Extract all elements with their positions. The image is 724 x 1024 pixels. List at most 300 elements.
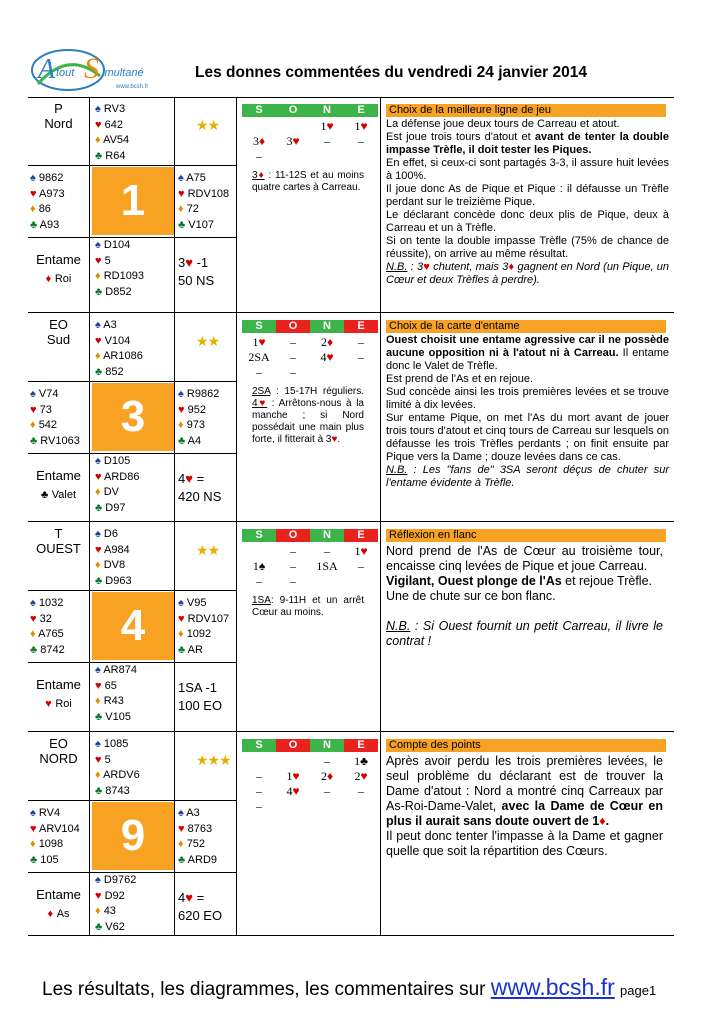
entame: Entame ♣ Valet — [36, 468, 81, 501]
hand-line: ♦ R43 — [95, 695, 124, 707]
hand-line: ♠ RV4 — [30, 807, 61, 819]
suit-icon: ♦ — [95, 270, 101, 282]
bid-row — [242, 769, 378, 784]
bid-cell: 2SA — [248, 350, 270, 364]
bid-cell: 1♥ — [354, 544, 368, 558]
suit-icon: ♦ — [30, 203, 36, 215]
lead-suit-icon: ♣ — [40, 489, 49, 501]
bid-cell: 4♥ — [320, 350, 334, 364]
hand-line: ♣ D852 — [95, 285, 132, 298]
comment-nb: N.B. : Les "fans de" 3SA seront déçus de chuter sur l'entame évidente à Trèfle. — [386, 464, 669, 489]
suit-icon: ♦ — [95, 559, 101, 571]
suit-icon: ♦ — [178, 419, 184, 431]
comment-title: Réflexion en flanc — [386, 529, 666, 542]
hand-line: ♦ DV8 — [95, 559, 126, 571]
hand-west — [30, 387, 80, 449]
hand-line: ♣ 852 — [95, 365, 124, 378]
hand-west — [30, 171, 65, 233]
bid-cell: – — [358, 134, 364, 148]
comment-title: Choix de la meilleure ligne de jeu — [386, 104, 666, 117]
grid-line — [28, 800, 236, 801]
hand-line: ♠ R9862 — [178, 388, 220, 400]
bid-header-cell: E — [344, 320, 378, 333]
bid-cell: 2♦ — [320, 769, 334, 783]
hand-line: ♦ RD1093 — [95, 270, 145, 282]
bid-cell: 1♠ — [252, 559, 266, 573]
suit-icon: ♦ — [95, 905, 101, 917]
bid-cell — [310, 365, 344, 380]
suit-icon: ♠ — [95, 455, 101, 467]
bid-cell: 2♥ — [354, 769, 368, 783]
bid-cell: – — [256, 784, 262, 798]
hand-line: ♦ AR1086 — [95, 350, 143, 362]
hand-line: ♥ RDV108 — [178, 187, 230, 200]
footer-link[interactable]: www.bcsh.fr — [490, 974, 615, 1000]
hand-east — [178, 596, 229, 658]
suit-icon: ♠ — [30, 172, 36, 184]
hand-north — [95, 318, 143, 380]
hand-line: ♣ 8742 — [30, 643, 65, 656]
svg-text:imultané: imultané — [102, 67, 144, 79]
suit-icon: ♣ — [30, 434, 38, 447]
hand-line: ♥ 5 — [95, 753, 111, 766]
hand-line: ♠ V95 — [178, 597, 207, 609]
bid-cell: 1♣ — [354, 754, 368, 768]
comment-paragraph: Sud concède ainsi les trois premières levées et se trouve limité à dix levées. — [386, 386, 669, 411]
suit-icon: ♣ — [95, 920, 103, 933]
hand-line: ♥ D92 — [95, 889, 125, 902]
bid-cell — [344, 574, 378, 589]
bid-cell: – — [290, 574, 296, 588]
hand-line: ♣ D97 — [95, 501, 126, 514]
hand-north — [95, 102, 129, 164]
hand-line: ♦ ARDV6 — [95, 769, 140, 781]
grid-line — [236, 732, 237, 936]
comment-paragraph: Est joue trois tours d'atout et avant de tenter la double impasse Trèfle, il doit tester les Piques. — [386, 131, 669, 156]
suit-icon: ♠ — [95, 874, 101, 886]
page-title: Les donnes commentées du vendredi 24 janvier 2014 — [195, 64, 587, 81]
suit-icon: ♠ — [95, 664, 101, 676]
suit-icon: ♣ — [95, 574, 103, 587]
grid-line — [236, 313, 237, 522]
bid-row — [242, 799, 378, 814]
bid-header-cell: N — [310, 739, 344, 752]
grid-line — [380, 732, 381, 936]
bid-header-cell: N — [310, 320, 344, 333]
grid-line — [28, 165, 236, 166]
grid-line — [236, 522, 237, 732]
grid-line — [174, 522, 175, 732]
bid-cell: – — [290, 544, 296, 558]
grid-line — [380, 522, 381, 732]
bid-cell: – — [290, 335, 296, 349]
suit-icon: ♠ — [95, 738, 101, 750]
bid-cell — [276, 119, 310, 134]
comment-paragraph: Le déclarant concède donc deux plis de Pique, deux à Carreau et un à Trèfle. — [386, 209, 669, 234]
bid-row — [242, 559, 378, 574]
hand-line: ♦ 973 — [178, 419, 206, 431]
deal-block — [28, 313, 674, 522]
hand-line: ♦ AV54 — [95, 134, 130, 146]
bid-header-cell: E — [344, 104, 378, 117]
hand-line: ♥ 32 — [30, 612, 52, 625]
hand-line: ♠ 1032 — [30, 597, 64, 609]
comment-nb: N.B. : Si Ouest fournit un petit Carreau, il livre le contrat ! — [386, 619, 663, 648]
bid-row — [242, 350, 378, 365]
bid-cell: 2♦ — [320, 335, 334, 349]
bid-header-cell: S — [242, 529, 276, 542]
suit-icon: ♣ — [30, 218, 38, 231]
comment-paragraph: Vigilant, Ouest plonge de l'As et rejoue Trèfle. — [386, 574, 653, 588]
hand-east — [178, 806, 217, 868]
bid-cell — [276, 149, 310, 164]
lead-suit-icon: ♥ — [45, 698, 52, 710]
bid-header-cell: S — [242, 104, 276, 117]
bid-cell: – — [324, 754, 330, 768]
hand-line: ♥ 952 — [178, 403, 206, 416]
hand-line: ♣ 105 — [30, 853, 59, 866]
dealer-vuln: EO NORD — [39, 736, 78, 766]
bidding-note: 2SA : 15-17H réguliers. 4♥ : Arrêtons-nous à la manche ; si Nord possédait une main plus forte, il fitterait à 3♥. — [252, 386, 364, 445]
footer — [42, 974, 656, 1001]
bid-cell: – — [290, 365, 296, 379]
hand-line: ♣ D963 — [95, 574, 132, 587]
suit-icon: ♦ — [95, 769, 101, 781]
suit-icon: ♥ — [30, 822, 37, 835]
suit-icon: ♥ — [95, 470, 102, 483]
suit-icon: ♣ — [95, 784, 103, 797]
comment-paragraph: Nord prend de l'As de Cœur au troisième tour, encaisse cinq levées de Pique et joue Carreau. — [386, 544, 663, 573]
suit-icon: ♥ — [95, 679, 102, 692]
hand-line: ♦ 752 — [178, 838, 206, 850]
suit-icon: ♥ — [178, 612, 185, 625]
suit-icon: ♥ — [95, 543, 102, 556]
suit-icon: ♣ — [30, 853, 38, 866]
suit-icon: ♥ — [95, 334, 102, 347]
difficulty-stars: ★★★ — [196, 752, 231, 768]
bid-cell: – — [256, 574, 262, 588]
suit-icon: ♦ — [95, 486, 101, 498]
comment-paragraph: Il joue donc As de Pique et Pique : il défausse un Trèfle perdant sur le treizième Pique. — [386, 183, 669, 208]
hand-west — [30, 806, 80, 868]
deal-number: 1 — [92, 167, 174, 235]
lead-suit-icon: ♦ — [47, 908, 54, 920]
bid-row — [242, 544, 378, 559]
suit-icon: ♦ — [95, 695, 101, 707]
bid-cell — [242, 754, 276, 769]
hand-line: ♣ RV1063 — [30, 434, 80, 447]
hand-line: ♥ A973 — [30, 187, 65, 200]
bid-header-cell: O — [276, 320, 310, 333]
bid-cell — [276, 799, 310, 814]
bidding-sequence — [242, 544, 378, 589]
bid-cell — [242, 544, 276, 559]
comment-body — [386, 334, 669, 490]
comment-paragraph: Il peut donc tenter l'impasse à la Dame et gagner quelle que soit la répartition des Cœurs. — [386, 829, 663, 858]
comment-paragraph: Une de chute sur ce bon flanc. — [386, 589, 556, 603]
bid-header-cell: S — [242, 320, 276, 333]
hand-line: ♦ 542 — [30, 419, 58, 431]
hand-line: ♣ V105 — [95, 710, 131, 723]
grid-line — [174, 732, 175, 936]
bidding-sequence — [242, 119, 378, 164]
bid-cell: – — [358, 784, 364, 798]
bid-cell — [310, 799, 344, 814]
bid-cell: 3♥ — [286, 134, 300, 148]
suit-icon: ♠ — [178, 597, 184, 609]
hand-line: ♥ ARV104 — [30, 822, 80, 835]
suit-icon: ♦ — [30, 838, 36, 850]
bid-cell: 1SA — [316, 559, 338, 573]
svg-text:tout: tout — [56, 67, 75, 79]
hand-line: ♦ 1092 — [178, 628, 212, 640]
suit-icon: ♥ — [30, 187, 37, 200]
hand-line: ♠ A3 — [95, 319, 117, 331]
suit-icon: ♦ — [95, 350, 101, 362]
hand-line: ♣ R64 — [95, 149, 126, 162]
bid-cell: – — [358, 335, 364, 349]
hand-line: ♣ 8743 — [95, 784, 130, 797]
hand-line: ♠ D6 — [95, 528, 118, 540]
bidding-note: 1SA: 9-11H et un arrêt Cœur au moins. — [252, 595, 364, 618]
deal-number: 4 — [92, 592, 174, 660]
hand-line: ♦ 86 — [30, 203, 51, 215]
suit-icon: ♦ — [178, 628, 184, 640]
deal-block — [28, 732, 674, 936]
bidding-note: 3♦ : 11-12S et au moins quatre cartes à Carreau. — [252, 170, 364, 193]
bid-row — [242, 335, 378, 350]
suit-icon: ♣ — [95, 501, 103, 514]
grid-line — [380, 313, 381, 522]
bid-cell: – — [256, 365, 262, 379]
suit-icon: ♥ — [95, 118, 102, 131]
hand-line: ♦ A765 — [30, 628, 64, 640]
deal-block — [28, 97, 674, 313]
page-number: page1 — [620, 983, 657, 998]
hand-line: ♠ D9762 — [95, 874, 137, 886]
deal-number: 9 — [92, 802, 174, 870]
hand-line: ♣ V62 — [95, 920, 125, 933]
bid-cell: – — [290, 559, 296, 573]
bid-cell: – — [324, 544, 330, 558]
comment-paragraph: La défense joue deux tours de Carreau et atout. — [386, 118, 620, 130]
bidding-header — [242, 529, 378, 542]
bid-header-cell: N — [310, 529, 344, 542]
bid-cell — [276, 754, 310, 769]
bid-cell: – — [290, 350, 296, 364]
hand-line: ♥ 73 — [30, 403, 52, 416]
bid-row — [242, 149, 378, 164]
hand-line: ♦ 43 — [95, 905, 116, 917]
suit-icon: ♦ — [30, 419, 36, 431]
grid-line — [89, 732, 90, 936]
hand-line: ♠ 9862 — [30, 172, 64, 184]
hand-line: ♣ ARD9 — [178, 853, 218, 866]
bid-cell: 3♦ — [252, 134, 266, 148]
hand-line: ♠ D105 — [95, 455, 131, 467]
deal-number: 3 — [92, 383, 174, 451]
hand-line: ♥ 65 — [95, 679, 117, 692]
bid-row — [242, 754, 378, 769]
bid-cell — [344, 365, 378, 380]
lead-suit-icon: ♦ — [45, 273, 52, 285]
suit-icon: ♥ — [178, 187, 185, 200]
comment-body — [386, 754, 663, 859]
bid-cell — [310, 574, 344, 589]
hand-line: ♥ 8763 — [178, 822, 213, 835]
hand-line: ♦ 72 — [178, 203, 199, 215]
bid-cell: – — [256, 769, 262, 783]
bid-row — [242, 365, 378, 380]
suit-icon: ♣ — [178, 434, 186, 447]
hand-line: ♠ AR874 — [95, 664, 137, 676]
hand-line: ♥ V104 — [95, 334, 131, 347]
suit-icon: ♣ — [178, 853, 186, 866]
page-header — [20, 38, 710, 98]
hand-east — [178, 171, 229, 233]
hand-east — [178, 387, 219, 449]
bid-cell: 1♥ — [354, 119, 368, 133]
suit-icon: ♥ — [95, 889, 102, 902]
contract: 4♥ = — [178, 890, 205, 905]
footer-text: Les résultats, les diagrammes, les commentaires sur — [42, 979, 486, 1000]
hand-line: ♥ A984 — [95, 543, 130, 556]
entame: Entame ♦ As — [36, 887, 81, 920]
bidding-sequence — [242, 754, 378, 814]
bid-header-cell: O — [276, 104, 310, 117]
grid-line — [174, 97, 175, 313]
bid-cell: – — [324, 134, 330, 148]
bid-row — [242, 784, 378, 799]
result: 3♥ -1 50 NS — [178, 255, 215, 288]
result: 1SA -1 100 EO — [178, 680, 223, 713]
comment-title: Compte des points — [386, 739, 666, 752]
bid-cell: – — [256, 149, 262, 163]
bid-cell: 4♥ — [286, 784, 300, 798]
suit-icon: ♥ — [30, 403, 37, 416]
deal-block — [28, 522, 674, 732]
comment-paragraph: Sur entame Pique, on met l'As du mort avant de jouer trois tours d'atout et cinq tours de Carreau sur lesquels on défausse les trois Trèfles perdants ; on finit ensuite par Pique vers la Dame ; douze levées dans ce cas. — [386, 412, 669, 463]
grid-line — [28, 590, 236, 591]
suit-icon: ♠ — [178, 172, 184, 184]
bid-cell — [310, 149, 344, 164]
bid-header-cell: E — [344, 739, 378, 752]
hand-south — [95, 663, 137, 725]
hand-line: ♦ DV — [95, 486, 119, 498]
suit-icon: ♣ — [178, 218, 186, 231]
suit-icon: ♠ — [30, 597, 36, 609]
difficulty-stars: ★★ — [196, 542, 220, 558]
suit-icon: ♠ — [30, 807, 36, 819]
suit-icon: ♦ — [30, 628, 36, 640]
bid-cell: 1♥ — [286, 769, 300, 783]
suit-icon: ♣ — [95, 285, 103, 298]
hand-north — [95, 527, 132, 589]
bid-header-cell: E — [344, 529, 378, 542]
suit-icon: ♥ — [95, 254, 102, 267]
suit-icon: ♠ — [95, 319, 101, 331]
hand-line: ♦ 1098 — [30, 838, 64, 850]
suit-icon: ♠ — [30, 388, 36, 400]
bid-row — [242, 119, 378, 134]
suit-icon: ♣ — [95, 365, 103, 378]
bidding-sequence — [242, 335, 378, 380]
bid-cell — [344, 149, 378, 164]
comment-paragraph: Après avoir perdu les trois premières levées, le seul problème du déclarant est de trouver la Dame d'atout : Nord a montré cinq Carreaux par As-Roi-Dame-Valet, avec la Dame de Cœur en plus il aurait sans doute ouvert de 1♦. — [386, 754, 663, 828]
difficulty-stars: ★★ — [196, 117, 220, 133]
hand-south — [95, 454, 139, 516]
bidding-header — [242, 739, 378, 752]
contract: 1SA -1 — [178, 680, 218, 695]
suit-icon: ♦ — [178, 838, 184, 850]
hand-line: ♣ A93 — [30, 218, 60, 231]
hand-line: ♥ ARD86 — [95, 470, 140, 483]
dealer-vuln: T OUEST — [36, 526, 81, 556]
grid-line — [89, 313, 90, 522]
hand-line: ♥ 642 — [95, 118, 123, 131]
hand-north — [95, 737, 140, 799]
bid-cell — [242, 119, 276, 134]
grid-line — [236, 97, 237, 313]
grid-line — [380, 97, 381, 313]
hand-line: ♠ 1085 — [95, 738, 129, 750]
bid-cell: – — [256, 799, 262, 813]
dealer-vuln: P Nord — [44, 101, 73, 131]
bid-cell: – — [324, 784, 330, 798]
suit-icon: ♦ — [178, 203, 184, 215]
bid-header-cell: O — [276, 739, 310, 752]
dealer-vuln: EO Sud — [46, 317, 71, 347]
comment-nb: N.B. : 3♥ chutent, mais 3♦ gagnent en Nord (un Pique, un Cœur et deux Trèfles à perdre). — [386, 261, 669, 286]
comment-body — [386, 118, 669, 287]
grid-line — [174, 313, 175, 522]
atout-simultane-logo — [28, 40, 168, 96]
difficulty-stars: ★★ — [196, 333, 220, 349]
bid-header-cell: S — [242, 739, 276, 752]
suit-icon: ♥ — [178, 822, 185, 835]
hand-line: ♣ AR — [178, 643, 203, 656]
comment-paragraph: Ouest choisit une entame agressive car il ne possède aucune opposition ni à l'atout ni à Carreau. Il entame donc le Valet de Trèfle. — [386, 334, 669, 372]
hand-line: ♠ D104 — [95, 239, 131, 251]
svg-text:S: S — [84, 52, 99, 85]
hand-line: ♠ A3 — [178, 807, 200, 819]
comment-paragraph: Si on tente la double impasse Trèfle (75% de chance de réussite), on arrive au même résultat. — [386, 235, 669, 260]
suit-icon: ♥ — [178, 403, 185, 416]
suit-icon: ♣ — [95, 710, 103, 723]
suit-icon: ♥ — [30, 612, 37, 625]
hand-line: ♥ 5 — [95, 254, 111, 267]
bid-cell: – — [358, 559, 364, 573]
grid-line — [89, 522, 90, 732]
suit-icon: ♣ — [30, 643, 38, 656]
result: 4♥ = 620 EO — [178, 890, 223, 923]
bidding-header — [242, 104, 378, 117]
hand-line: ♠ RV3 — [95, 103, 126, 115]
comment-title: Choix de la carte d'entame — [386, 320, 666, 333]
suit-icon: ♠ — [95, 239, 101, 251]
suit-icon: ♠ — [95, 103, 101, 115]
hand-line: ♣ A4 — [178, 434, 202, 447]
hand-line: ♣ V107 — [178, 218, 214, 231]
suit-icon: ♠ — [178, 388, 184, 400]
hand-line: ♠ A75 — [178, 172, 206, 184]
bid-row — [242, 134, 378, 149]
bidding-header — [242, 320, 378, 333]
hand-south — [95, 238, 144, 300]
bid-row — [242, 574, 378, 589]
bid-cell: – — [358, 350, 364, 364]
bid-cell — [344, 799, 378, 814]
